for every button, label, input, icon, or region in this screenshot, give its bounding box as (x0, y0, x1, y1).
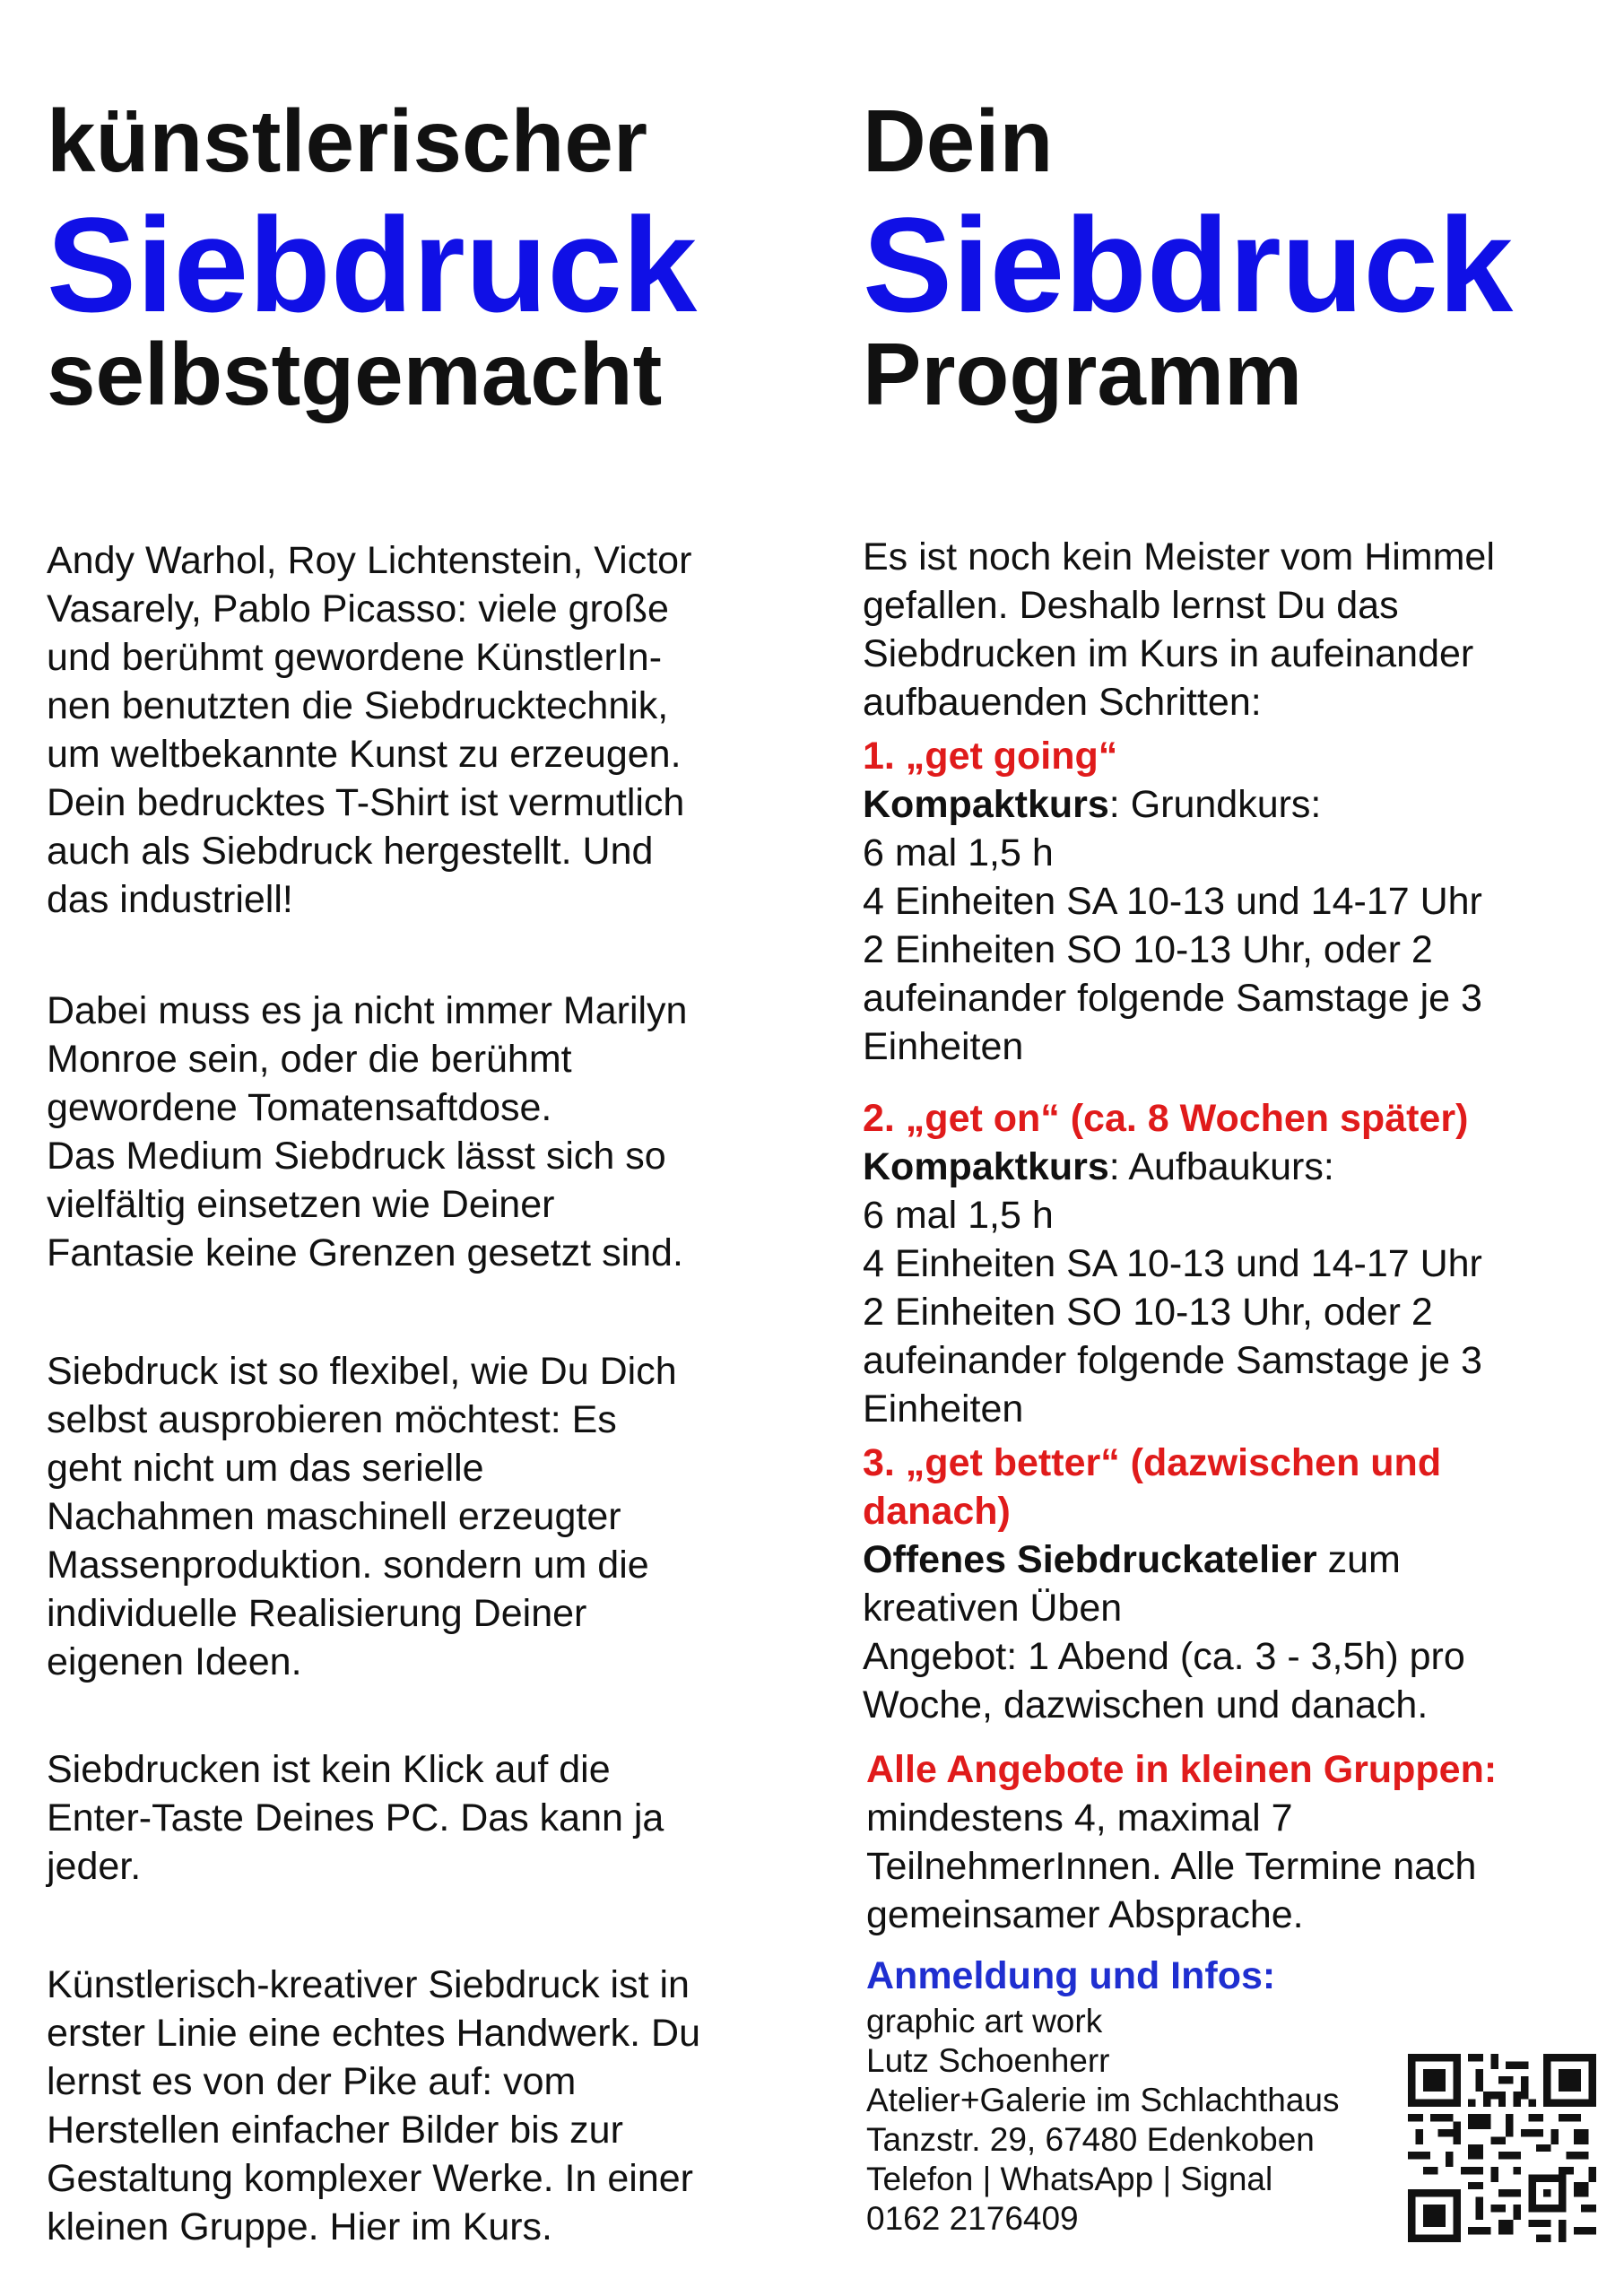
left-heading-line3: selbstgemacht (47, 325, 663, 423)
text-line: Das Medium Siebdruck lässt sich so (47, 1135, 666, 1178)
text-line: gewordene Tomatensaftdose. (47, 1086, 552, 1129)
text-line: kreativen Üben (863, 1587, 1123, 1630)
step3-block (863, 1439, 1465, 1729)
text-line: TeilnehmerInnen. Alle Termine nach (866, 1845, 1477, 1888)
left-paragraph-1 (47, 536, 691, 924)
text-line: Künstlerisch-kreativer Siebdruck ist in (47, 1963, 690, 2006)
step1-block (863, 732, 1482, 1071)
text-line: vielfältig einsetzen wie Deiner (47, 1183, 555, 1226)
contact-line: Tanzstr. 29, 67480 Edenkoben (866, 2121, 1315, 2158)
contact-line: Atelier+Galerie im Schlachthaus (866, 2082, 1340, 2118)
text-line: lernst es von der Pike auf: vom (47, 2060, 577, 2103)
step3-title-line1: 3. „get better“ (dazwischen und (863, 1441, 1442, 1484)
step1-title: 1. „get going“ (863, 735, 1118, 778)
text-line: eigenen Ideen. (47, 1640, 302, 1683)
text-line: Fantasie keine Grenzen gesetzt sind. (47, 1231, 683, 1274)
text-line: Gestaltung komplexer Werke. In einer (47, 2157, 693, 2200)
text-line: Einheiten (863, 1025, 1024, 1068)
contact-phone: 0162 2176409 (866, 2200, 1079, 2237)
step3-course-type: Offenes Siebdruckatelier (863, 1538, 1317, 1581)
step3-course (863, 1535, 1465, 1584)
text-line: Siebdruck ist so flexibel, wie Du Dich (47, 1350, 677, 1393)
text-line: auch als Siebdruck hergestellt. Und (47, 830, 654, 873)
step3-course-desc: zum (1316, 1538, 1401, 1581)
text-line: selbst ausprobieren möchtest: Es (47, 1398, 617, 1441)
step1-course-desc: : Grundkurs: (1108, 783, 1322, 826)
text-line: erster Linie eine echtes Handwerk. Du (47, 2012, 700, 2055)
contact-details (866, 2002, 1340, 2239)
text-line: 4 Einheiten SA 10-13 und 14-17 Uhr (863, 1242, 1482, 1285)
text-line: individuelle Realisierung Deiner (47, 1592, 587, 1635)
text-line: und berühmt gewordene KünstlerIn- (47, 636, 663, 679)
text-line: Andy Warhol, Roy Lichtenstein, Victor (47, 539, 692, 582)
left-paragraph-3 (47, 1347, 677, 1686)
text-line: mindestens 4, maximal 7 (866, 1796, 1293, 1839)
text-line: geht nicht um das serielle (47, 1447, 484, 1490)
text-line: 6 mal 1,5 h (863, 831, 1054, 874)
text-line: Monroe sein, oder die berühmt (47, 1038, 572, 1081)
text-line: 6 mal 1,5 h (863, 1194, 1054, 1237)
text-line: Angebot: 1 Abend (ca. 3 - 3,5h) pro (863, 1635, 1465, 1678)
text-line: 4 Einheiten SA 10-13 und 14-17 Uhr (863, 880, 1482, 923)
text-line: aufeinander folgende Samstage je 3 (863, 977, 1482, 1020)
groups-title: Alle Angebote in kleinen Gruppen: (866, 1748, 1498, 1791)
left-paragraph-4 (47, 1745, 664, 1891)
text-line: Woche, dazwischen und danach. (863, 1683, 1429, 1726)
left-paragraph-2 (47, 987, 687, 1277)
text-line: 2 Einheiten SO 10-13 Uhr, oder 2 (863, 928, 1433, 971)
text-line: Nachahmen maschinell erzeugter (47, 1495, 621, 1538)
step2-course-desc: : Aufbaukurs: (1108, 1145, 1334, 1188)
contact-line: Lutz Schoenherr (866, 2042, 1110, 2079)
text-line: das industriell! (47, 878, 293, 921)
right-heading-siebdruck: Siebdruck (863, 189, 1514, 340)
left-heading-siebdruck: Siebdruck (47, 189, 698, 340)
step3-title-line2: danach) (863, 1490, 1011, 1533)
text-line: Herstellen einfacher Bilder bis zur (47, 2109, 623, 2152)
text-line: Siebdrucken im Kurs in aufeinander (863, 632, 1474, 675)
step2-block (863, 1094, 1482, 1433)
text-line: Vasarely, Pablo Picasso: viele große (47, 587, 669, 631)
right-heading-line3: Programm (863, 325, 1303, 423)
contact-title: Anmeldung und Infos: (866, 1954, 1276, 1997)
contact-line: graphic art work (866, 2003, 1103, 2039)
text-line: gefallen. Deshalb lernst Du das (863, 584, 1399, 627)
left-heading-line1: künstlerischer (47, 91, 647, 190)
text-line: gemeinsamer Absprache. (866, 1893, 1304, 1936)
text-line: aufeinander folgende Samstage je 3 (863, 1339, 1482, 1382)
text-line: nen benutzten die Siebdrucktechnik, (47, 684, 669, 727)
contact-title-block (866, 1952, 1275, 2000)
text-line: Es ist noch kein Meister vom Himmel (863, 535, 1495, 578)
text-line: kleinen Gruppe. Hier im Kurs. (47, 2205, 552, 2248)
step1-course (863, 780, 1482, 829)
text-line: Einheiten (863, 1387, 1024, 1431)
groups-block (866, 1745, 1497, 1939)
text-line: Enter-Taste Deines PC. Das kann ja (47, 1796, 664, 1839)
step2-course-type: Kompaktkurs (863, 1145, 1109, 1188)
step1-course-type: Kompaktkurs (863, 783, 1109, 826)
step2-course (863, 1143, 1482, 1191)
step2-title: 2. „get on“ (ca. 8 Wochen später) (863, 1097, 1469, 1140)
text-line: aufbauenden Schritten: (863, 681, 1262, 724)
left-paragraph-5 (47, 1961, 700, 2251)
text-line: Dein bedrucktes T-Shirt ist vermutlich (47, 781, 685, 824)
qr-code-icon (1408, 2054, 1596, 2242)
text-line: jeder. (47, 1845, 142, 1888)
contact-line: Telefon | WhatsApp | Signal (866, 2161, 1273, 2197)
intro-paragraph (863, 533, 1495, 726)
text-line: um weltbekannte Kunst zu erzeugen. (47, 733, 682, 776)
right-heading-line1: Dein (863, 91, 1054, 190)
text-line: Siebdrucken ist kein Klick auf die (47, 1748, 611, 1791)
text-line: 2 Einheiten SO 10-13 Uhr, oder 2 (863, 1291, 1433, 1334)
text-line: Massenproduktion. sondern um die (47, 1544, 649, 1587)
text-line: Dabei muss es ja nicht immer Marilyn (47, 989, 688, 1032)
